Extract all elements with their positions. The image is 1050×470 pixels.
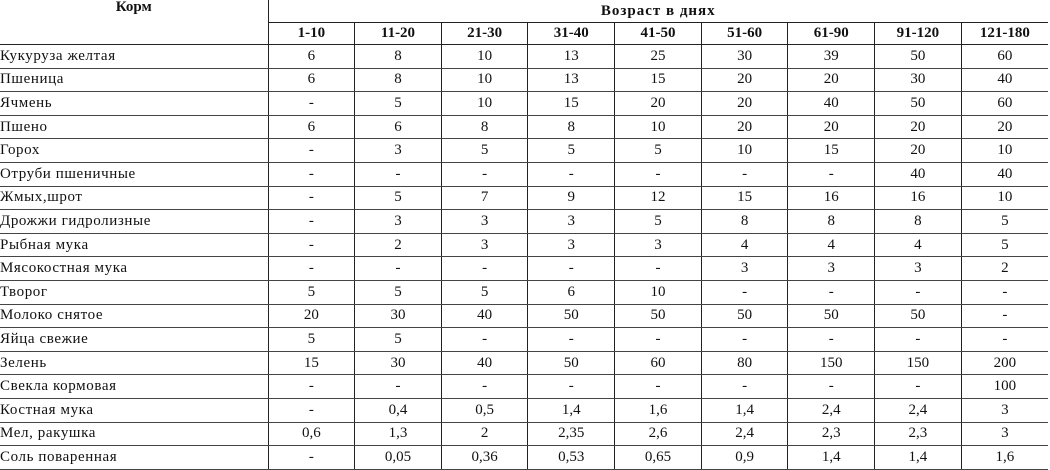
value-cell: 5 (961, 233, 1048, 257)
value-cell: 39 (788, 45, 875, 69)
value-cell: 3 (355, 210, 442, 234)
value-cell: - (528, 162, 615, 186)
value-cell: - (961, 328, 1048, 352)
value-cell: - (268, 139, 355, 163)
table-row (0, 446, 1048, 470)
value-cell: 40 (441, 351, 528, 375)
value-cell: 2,35 (528, 422, 615, 446)
value-cell: 5 (441, 139, 528, 163)
feed-name-cell: Мясокостная мука (0, 257, 268, 281)
value-cell: 1,4 (528, 398, 615, 422)
value-cell: 2 (441, 422, 528, 446)
value-cell: - (268, 233, 355, 257)
value-cell: 3 (528, 210, 615, 234)
value-cell: 150 (788, 351, 875, 375)
value-cell: 0,05 (355, 446, 442, 470)
value-cell: 9 (528, 186, 615, 210)
value-cell: 0,65 (615, 446, 702, 470)
feed-name-cell: Свекла кормовая (0, 375, 268, 399)
value-cell: 3 (961, 398, 1048, 422)
value-cell: 0,9 (701, 446, 788, 470)
value-cell: 1,6 (961, 446, 1048, 470)
value-cell: - (788, 280, 875, 304)
table-row (0, 422, 1048, 446)
value-cell: 40 (961, 162, 1048, 186)
feed-name-cell: Рыбная мука (0, 233, 268, 257)
value-cell: 5 (615, 210, 702, 234)
value-cell: - (268, 92, 355, 116)
value-cell: 10 (961, 139, 1048, 163)
value-cell: - (701, 375, 788, 399)
value-cell: - (268, 162, 355, 186)
value-cell: 40 (875, 162, 962, 186)
table-header (0, 0, 1048, 45)
table-row (0, 398, 1048, 422)
value-cell: - (355, 375, 442, 399)
value-cell: 25 (615, 45, 702, 69)
value-cell: 5 (268, 280, 355, 304)
feed-name-cell: Молоко снятое (0, 304, 268, 328)
table-row (0, 375, 1048, 399)
value-cell: 80 (701, 351, 788, 375)
value-cell: - (441, 162, 528, 186)
feed-name-cell: Пшено (0, 115, 268, 139)
value-cell: - (441, 328, 528, 352)
value-cell: 10 (441, 45, 528, 69)
value-cell: 0,4 (355, 398, 442, 422)
value-cell: - (701, 280, 788, 304)
value-cell: - (355, 257, 442, 281)
value-cell: 10 (615, 280, 702, 304)
feed-name-cell: Отруби пшеничные (0, 162, 268, 186)
value-cell: 15 (788, 139, 875, 163)
value-cell: - (268, 257, 355, 281)
value-cell: - (268, 375, 355, 399)
value-cell: - (961, 304, 1048, 328)
value-cell: 1,6 (615, 398, 702, 422)
value-cell: 2,3 (875, 422, 962, 446)
value-cell: 3 (788, 257, 875, 281)
table-row (0, 68, 1048, 92)
value-cell: 3 (441, 210, 528, 234)
value-cell: 2,3 (788, 422, 875, 446)
value-cell: 8 (355, 68, 442, 92)
value-cell: 15 (528, 92, 615, 116)
value-cell: 5 (615, 139, 702, 163)
value-cell: 30 (701, 45, 788, 69)
value-cell: 50 (875, 304, 962, 328)
value-cell: 3 (615, 233, 702, 257)
value-cell: 6 (268, 45, 355, 69)
value-cell: 10 (441, 92, 528, 116)
value-cell: - (788, 162, 875, 186)
age-column-header: 1-10 (268, 23, 355, 45)
value-cell: 8 (528, 115, 615, 139)
age-column-header: 51-60 (701, 23, 788, 45)
value-cell: 3 (875, 257, 962, 281)
value-cell: 50 (701, 304, 788, 328)
value-cell: 3 (528, 233, 615, 257)
age-column-header: 11-20 (355, 23, 442, 45)
value-cell: 16 (875, 186, 962, 210)
value-cell: 2,4 (701, 422, 788, 446)
value-cell: 6 (268, 115, 355, 139)
age-column-header: 41-50 (615, 23, 702, 45)
value-cell: 50 (528, 351, 615, 375)
value-cell: 0,36 (441, 446, 528, 470)
value-cell: 100 (961, 375, 1048, 399)
value-cell: 5 (355, 186, 442, 210)
value-cell: 4 (788, 233, 875, 257)
feed-name-cell: Дрожжи гидролизные (0, 210, 268, 234)
table-row (0, 92, 1048, 116)
value-cell: 50 (875, 92, 962, 116)
table-row (0, 139, 1048, 163)
value-cell: 8 (355, 45, 442, 69)
value-cell: 6 (528, 280, 615, 304)
table-row (0, 328, 1048, 352)
value-cell: 6 (268, 68, 355, 92)
value-cell: 5 (528, 139, 615, 163)
table-row (0, 210, 1048, 234)
value-cell: 60 (961, 92, 1048, 116)
value-cell: 16 (788, 186, 875, 210)
value-cell: 3 (961, 422, 1048, 446)
feed-name-cell: Яйца свежие (0, 328, 268, 352)
value-cell: 20 (788, 115, 875, 139)
table-row (0, 280, 1048, 304)
value-cell: - (875, 280, 962, 304)
table-row (0, 162, 1048, 186)
value-cell: - (528, 328, 615, 352)
value-cell: 5 (961, 210, 1048, 234)
value-cell: 2,4 (788, 398, 875, 422)
value-cell: - (701, 162, 788, 186)
value-cell: 5 (355, 328, 442, 352)
value-cell: 200 (961, 351, 1048, 375)
age-column-header: 121-180 (961, 23, 1048, 45)
value-cell: 15 (701, 186, 788, 210)
feed-name-cell: Горох (0, 139, 268, 163)
value-cell: 30 (875, 68, 962, 92)
value-cell: 5 (441, 280, 528, 304)
feed-name-cell: Костная мука (0, 398, 268, 422)
value-cell: 15 (268, 351, 355, 375)
value-cell: 8 (788, 210, 875, 234)
value-cell: 2,6 (615, 422, 702, 446)
value-cell: 3 (441, 233, 528, 257)
value-cell: - (788, 375, 875, 399)
feed-name-cell: Мел, ракушка (0, 422, 268, 446)
value-cell: - (788, 328, 875, 352)
value-cell: 3 (701, 257, 788, 281)
value-cell: - (355, 162, 442, 186)
value-cell: 4 (701, 233, 788, 257)
table-row (0, 115, 1048, 139)
value-cell: 40 (961, 68, 1048, 92)
value-cell: 30 (355, 304, 442, 328)
value-cell: - (528, 257, 615, 281)
value-cell: 8 (701, 210, 788, 234)
table-row (0, 186, 1048, 210)
age-column-header: 91-120 (875, 23, 962, 45)
value-cell: 5 (355, 280, 442, 304)
value-cell: 5 (268, 328, 355, 352)
value-cell: 10 (701, 139, 788, 163)
value-cell: 60 (961, 45, 1048, 69)
table-row (0, 351, 1048, 375)
age-column-header: 31-40 (528, 23, 615, 45)
value-cell: - (268, 186, 355, 210)
value-cell: 3 (355, 139, 442, 163)
value-cell: 30 (355, 351, 442, 375)
value-cell: 2 (961, 257, 1048, 281)
value-cell: - (441, 257, 528, 281)
table-row (0, 304, 1048, 328)
value-cell: - (268, 446, 355, 470)
value-cell: 20 (788, 68, 875, 92)
value-cell: 5 (355, 92, 442, 116)
value-cell: 13 (528, 45, 615, 69)
value-cell: 50 (875, 45, 962, 69)
value-cell: - (961, 280, 1048, 304)
table-body (0, 45, 1048, 470)
value-cell: 10 (441, 68, 528, 92)
value-cell: 150 (875, 351, 962, 375)
value-cell: - (615, 257, 702, 281)
value-cell: 1,3 (355, 422, 442, 446)
value-cell: 1,4 (875, 446, 962, 470)
feed-name-cell: Кукуруза желтая (0, 45, 268, 69)
value-cell: - (528, 375, 615, 399)
feed-name-cell: Творог (0, 280, 268, 304)
value-cell: 20 (268, 304, 355, 328)
table-row (0, 233, 1048, 257)
value-cell: - (615, 375, 702, 399)
feed-name-cell: Соль поваренная (0, 446, 268, 470)
age-column-header: 21-30 (441, 23, 528, 45)
value-cell: 12 (615, 186, 702, 210)
value-cell: 20 (961, 115, 1048, 139)
value-cell: 1,4 (701, 398, 788, 422)
value-cell: 2,4 (875, 398, 962, 422)
value-cell: 20 (701, 68, 788, 92)
feed-column-header: Корм (0, 0, 268, 45)
value-cell: 20 (875, 139, 962, 163)
value-cell: 7 (441, 186, 528, 210)
value-cell: - (875, 375, 962, 399)
feed-name-cell: Пшеница (0, 68, 268, 92)
value-cell: 8 (875, 210, 962, 234)
value-cell: 20 (701, 115, 788, 139)
value-cell: - (268, 398, 355, 422)
feed-name-cell: Жмых,шрот (0, 186, 268, 210)
value-cell: 2 (355, 233, 442, 257)
value-cell: - (875, 328, 962, 352)
value-cell: 20 (875, 115, 962, 139)
value-cell: 10 (615, 115, 702, 139)
value-cell: - (615, 328, 702, 352)
table-row (0, 257, 1048, 281)
value-cell: 13 (528, 68, 615, 92)
feed-name-cell: Зелень (0, 351, 268, 375)
value-cell: - (268, 210, 355, 234)
value-cell: 8 (441, 115, 528, 139)
value-cell: 15 (615, 68, 702, 92)
value-cell: 0,6 (268, 422, 355, 446)
feed-name-cell: Ячмень (0, 92, 268, 116)
value-cell: 50 (615, 304, 702, 328)
table-row (0, 45, 1048, 69)
value-cell: 10 (961, 186, 1048, 210)
value-cell: 60 (615, 351, 702, 375)
value-cell: 0,53 (528, 446, 615, 470)
value-cell: - (701, 328, 788, 352)
value-cell: 40 (788, 92, 875, 116)
value-cell: - (615, 162, 702, 186)
value-cell: 4 (875, 233, 962, 257)
age-group-header: Возраст в днях (268, 0, 1048, 23)
value-cell: - (441, 375, 528, 399)
value-cell: 1,4 (788, 446, 875, 470)
value-cell: 50 (528, 304, 615, 328)
age-column-header: 61-90 (788, 23, 875, 45)
value-cell: 20 (615, 92, 702, 116)
value-cell: 40 (441, 304, 528, 328)
value-cell: 20 (701, 92, 788, 116)
value-cell: 6 (355, 115, 442, 139)
value-cell: 50 (788, 304, 875, 328)
value-cell: 0,5 (441, 398, 528, 422)
